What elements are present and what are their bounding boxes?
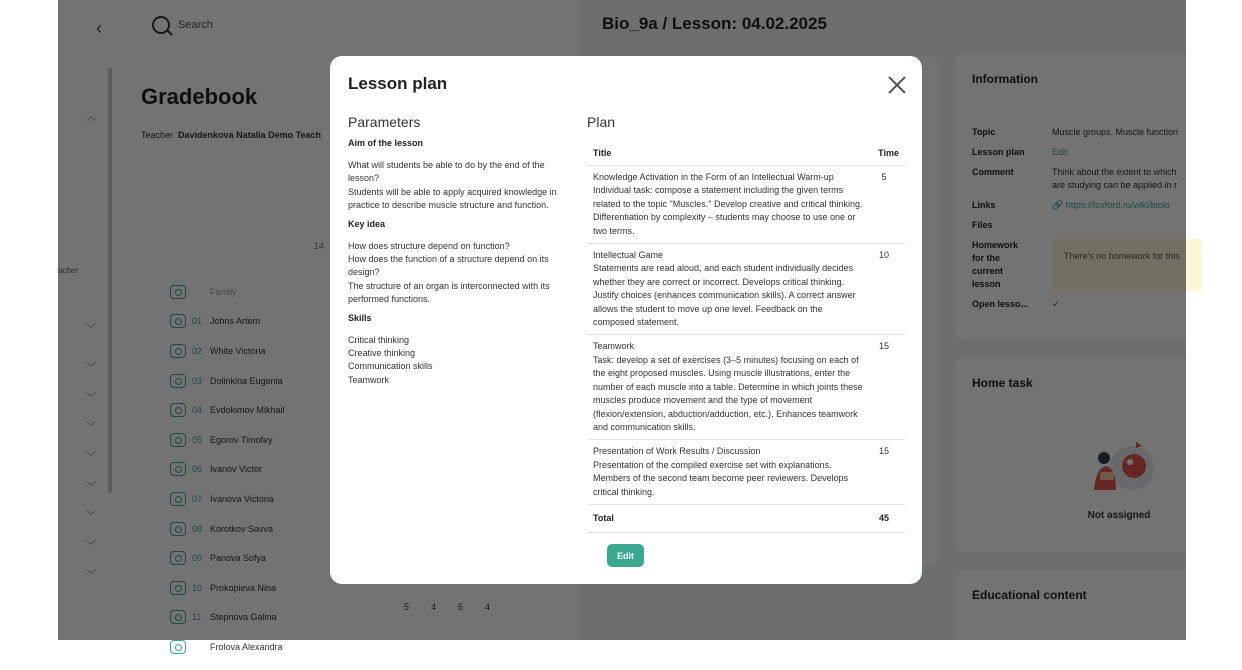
close-icon[interactable] xyxy=(886,74,908,96)
plan-row xyxy=(587,335,905,440)
student-name: Frolova Alexandra xyxy=(210,641,283,652)
plan-row-desc: Individual task: compose a statement including the given terms related to the topic "Muscles." Develop creative and critical thinking. Differentiation by complexity – students may choose to use one or two terms. xyxy=(593,185,863,236)
plan-row-desc: Presentation of the compiled exercise set with explanations. Members of the second team become peer reviewers. Develops critical thinking. xyxy=(593,459,849,497)
plan-row-desc: Task: develop a set of exercises (3–5 minutes) focusing on each of the eight proposed muscles. Using muscle illustrations, enter the number of each muscle into a table. Determine in which joints these muscles produce movement and the type of movement (flexion/extension, abduction/adduction, etc.). Enhances teamwork and communication skills. xyxy=(593,354,863,432)
plan-row-time: 10 xyxy=(869,244,905,335)
plan-total-row xyxy=(587,504,905,532)
plan-title: Plan xyxy=(587,114,616,130)
skill-item: Critical thinking xyxy=(348,334,410,345)
col-time: Time xyxy=(869,142,905,166)
plan-row-desc: Statements are read aloud, and each student individually decides whether they are correct or incorrect. Develops critical thinking. Justify choices (enhances communication skills). A correct answer allows the student to move up one level. Feedback on the composed statement. xyxy=(593,263,856,328)
plan-row-text xyxy=(587,244,869,335)
aim-text: What will students be able to do by the end of the lesson? Students will be able to apply acquired knowledge in practice to describe muscle structure and function. xyxy=(348,160,557,211)
plan-row-text xyxy=(587,440,869,505)
total-value: 45 xyxy=(869,504,905,532)
edit-button[interactable]: Edit xyxy=(607,544,644,567)
parameters-section xyxy=(348,114,570,387)
parameters-title: Parameters xyxy=(348,114,421,130)
plan-row-title: Teamwork xyxy=(593,341,635,352)
skill-item: Teamwork xyxy=(348,374,390,385)
col-title: Title xyxy=(587,142,869,166)
plan-section xyxy=(587,114,905,533)
plan-table xyxy=(587,142,905,533)
plan-row-title: Knowledge Activation in the Form of an Intellectual Warm-up xyxy=(593,172,834,182)
dialog-title: Lesson plan xyxy=(348,74,448,93)
lesson-plan-dialog xyxy=(330,56,922,584)
skill-item: Creative thinking xyxy=(348,348,416,359)
plan-row xyxy=(587,440,905,505)
skills-list xyxy=(348,334,570,388)
plan-row-text xyxy=(587,335,869,440)
total-label: Total xyxy=(587,504,869,532)
plan-row-title: Presentation of Work Results / Discussion xyxy=(593,446,761,457)
student-icon xyxy=(170,640,186,654)
plan-row xyxy=(587,244,905,335)
key-idea-text: How does structure depend on function? How does the function of a structure depend on its design? The structure of an organ is interconnected with its performed functions. xyxy=(348,240,550,305)
plan-row-time: 5 xyxy=(869,166,905,244)
plan-row-title: Intellectual Game xyxy=(593,250,664,261)
skills-label: Skills xyxy=(348,312,372,323)
skill-item: Communication skills xyxy=(348,361,433,372)
app-window xyxy=(58,0,1186,652)
plan-row-time: 15 xyxy=(869,335,905,440)
plan-row-time: 15 xyxy=(869,440,905,505)
plan-row-text xyxy=(587,166,869,244)
aim-label: Aim of the lesson xyxy=(348,138,424,148)
key-idea-label: Key idea xyxy=(348,218,386,229)
plan-row xyxy=(587,166,905,244)
